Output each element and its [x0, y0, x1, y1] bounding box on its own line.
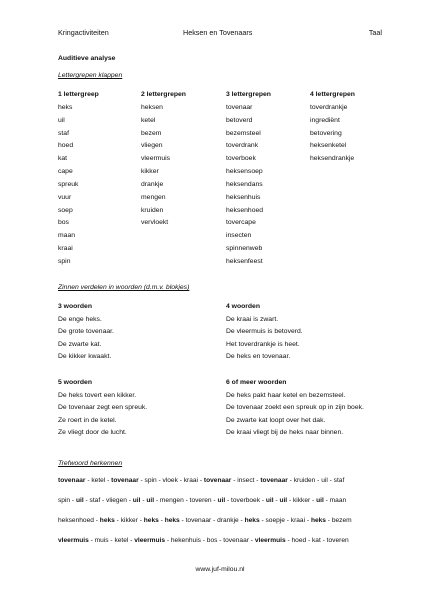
keyword-line	[58, 537, 349, 544]
word-item: heks	[58, 103, 73, 111]
sentence-group-1	[58, 301, 114, 364]
filler-text: - ketel -	[85, 477, 112, 484]
word-item: hoed	[58, 142, 74, 150]
footer-url: www.juf-milou.nl	[195, 566, 245, 573]
syllable-column-3	[226, 89, 271, 269]
filler-text: - kikker -	[287, 497, 317, 504]
word-item: toverdrankje	[310, 103, 348, 111]
keyword: uil	[75, 497, 84, 504]
keyword: heks	[164, 517, 180, 524]
keyword: uil	[217, 497, 226, 504]
filler-text: -	[273, 497, 280, 504]
word-item: ketel	[141, 116, 156, 124]
filler-text: - muis - ketel -	[88, 537, 135, 544]
word-item: heksenhoed	[226, 206, 264, 214]
keyword: tovenaar	[203, 477, 232, 484]
header-left: Kringactiviteiten	[58, 28, 109, 37]
word-item: mengen	[141, 193, 166, 201]
word-item: heksenketel	[310, 142, 347, 150]
group-heading: 4 woorden	[226, 303, 260, 310]
keyword: heks	[143, 517, 159, 524]
word-item: bos	[58, 219, 69, 227]
word-item: betovering	[310, 129, 342, 137]
word-item: heksendans	[226, 180, 263, 188]
word-item: vliegen	[141, 142, 163, 150]
keyword: vleermuis	[254, 537, 286, 544]
keyword: uil	[316, 497, 324, 504]
word-item: kraai	[58, 245, 73, 253]
syllable-column-1	[58, 89, 99, 269]
word-item: heksen	[141, 103, 163, 111]
word-item: insecten	[226, 232, 252, 240]
page-header	[58, 28, 382, 40]
filler-text: - tovenaar - drankje -	[179, 517, 245, 524]
filler-text: - soepje - kraai -	[259, 517, 311, 524]
keyword-line	[58, 477, 344, 484]
filler-text: - insect -	[231, 477, 261, 484]
keyword: heks	[99, 517, 115, 524]
syllable-column-2	[141, 89, 186, 230]
sentence-item: De tovenaar zoekt een spreuk op in zijn boek.	[226, 404, 364, 412]
filler-text: -	[158, 517, 165, 524]
sentence-item: De zwarte kat.	[58, 340, 102, 348]
word-item: toverdrank	[226, 142, 259, 150]
keyword: uil	[132, 497, 141, 504]
sentence-item: De heks tovert een kikker.	[58, 391, 137, 399]
keyword: vleermuis	[134, 537, 166, 544]
sentence-item: De enge heks.	[58, 315, 102, 323]
header-right: Taal	[368, 28, 382, 37]
section3-subtitle: Trefwoord herkennen	[58, 460, 123, 467]
word-item: spin	[58, 257, 71, 265]
word-item: toverboek	[226, 155, 256, 163]
keyword: tovenaar	[260, 477, 288, 484]
keyword: tovenaar	[58, 477, 86, 484]
group-heading: 6 of meer woorden	[226, 379, 287, 386]
header-center: Heksen en Tovenaars	[183, 28, 253, 37]
sentence-item: Ze roert in de ketel.	[58, 416, 117, 424]
keyword: uil	[265, 497, 274, 504]
sentence-item: De vleermuis is betoverd.	[226, 328, 303, 336]
keyword-line	[58, 517, 352, 524]
sentence-item: De kraai is zwart.	[226, 315, 279, 323]
word-item: maan	[58, 232, 76, 240]
word-item: ingrediënt	[310, 116, 340, 124]
filler-text: - mengen - toveren -	[154, 497, 218, 504]
word-item: spreuk	[58, 180, 79, 188]
sentence-item: De kikker kwaakt.	[58, 353, 112, 361]
word-item: uil	[58, 116, 65, 124]
section2-subtitle: Zinnen verdelen in woorden (d.m.v. blokjes)	[58, 284, 190, 291]
keyword: heks	[244, 517, 260, 524]
word-item: staf	[58, 129, 69, 137]
filler-text: - toverboek -	[225, 497, 266, 504]
keyword: uil	[146, 497, 155, 504]
filler-text: -	[140, 497, 147, 504]
column-heading: 4 lettergrepen	[310, 91, 355, 98]
word-item: vleermuis	[141, 155, 171, 163]
filler-text: - hekenhuis - bos - tovenaar -	[165, 537, 255, 544]
syllable-column-4	[310, 89, 355, 166]
word-item: heksenhuis	[226, 193, 261, 201]
sentence-item: De tovenaar zegt een spreuk.	[58, 404, 148, 412]
sentence-group-2	[226, 301, 303, 364]
column-heading: 2 lettergrepen	[141, 91, 186, 98]
keyword: tovenaar	[111, 477, 139, 484]
word-item: tovercape	[226, 219, 256, 227]
sentence-group-3	[58, 377, 147, 440]
word-item: bezemsteel	[226, 129, 261, 137]
sentence-item: De heks en tovenaar.	[226, 353, 291, 361]
section1-subtitle: Lettergrepen klappen	[58, 72, 123, 79]
word-item: drankje	[141, 180, 164, 188]
filler-text: - maan	[323, 497, 347, 504]
keyword-line	[58, 497, 346, 504]
word-item: heksenfeest	[226, 257, 263, 265]
sentence-item: De grote tovenaar.	[58, 328, 114, 336]
filler-text: - hoed - kat - toveren	[285, 537, 349, 544]
sentence-item: De heks pakt haar ketel en bezemsteel.	[226, 391, 346, 399]
word-item: tovenaar	[226, 103, 253, 111]
word-item: spinnenweb	[226, 245, 263, 253]
word-item: betoverd	[226, 116, 253, 124]
filler-text: - kikker -	[114, 517, 144, 524]
keyword: vleermuis	[58, 537, 89, 544]
word-item: vervloekt	[141, 219, 169, 227]
filler-text: - kruiden - uil - staf	[287, 477, 345, 484]
word-item: soep	[58, 206, 73, 214]
sentence-item: De zwarte kat loopt over het dak.	[226, 416, 326, 424]
sentence-group-4	[226, 377, 364, 440]
word-item: heksendrankje	[310, 155, 355, 163]
filler-text: - staf - vliegen -	[83, 497, 133, 504]
group-heading: 3 woorden	[58, 303, 92, 310]
word-item: heksensoep	[226, 168, 263, 176]
column-heading: 1 lettergreep	[58, 91, 99, 98]
word-item: kikker	[141, 168, 159, 176]
keyword: heks	[310, 517, 326, 524]
word-item: bezem	[141, 129, 162, 137]
word-item: vuur	[58, 193, 72, 201]
word-item: kat	[58, 155, 68, 163]
sentence-item: Ze vliegt door de lucht.	[58, 429, 127, 437]
column-heading: 3 lettergrepen	[226, 91, 271, 98]
sentence-item: De kraai vliegt bij de heks naar binnen.	[226, 429, 344, 437]
page-title: Auditieve analyse	[58, 55, 116, 62]
filler-text: spin -	[58, 497, 76, 504]
filler-text: heksenhoed -	[58, 517, 100, 524]
word-item: cape	[58, 168, 73, 176]
filler-text: - bezem	[325, 517, 352, 524]
sentence-item: Het toverdrankje is heet.	[226, 340, 300, 348]
keyword: uil	[279, 497, 288, 504]
group-heading: 5 woorden	[58, 379, 92, 386]
word-item: kruiden	[141, 206, 164, 214]
filler-text: - spin - vloek - kraai -	[138, 477, 204, 484]
